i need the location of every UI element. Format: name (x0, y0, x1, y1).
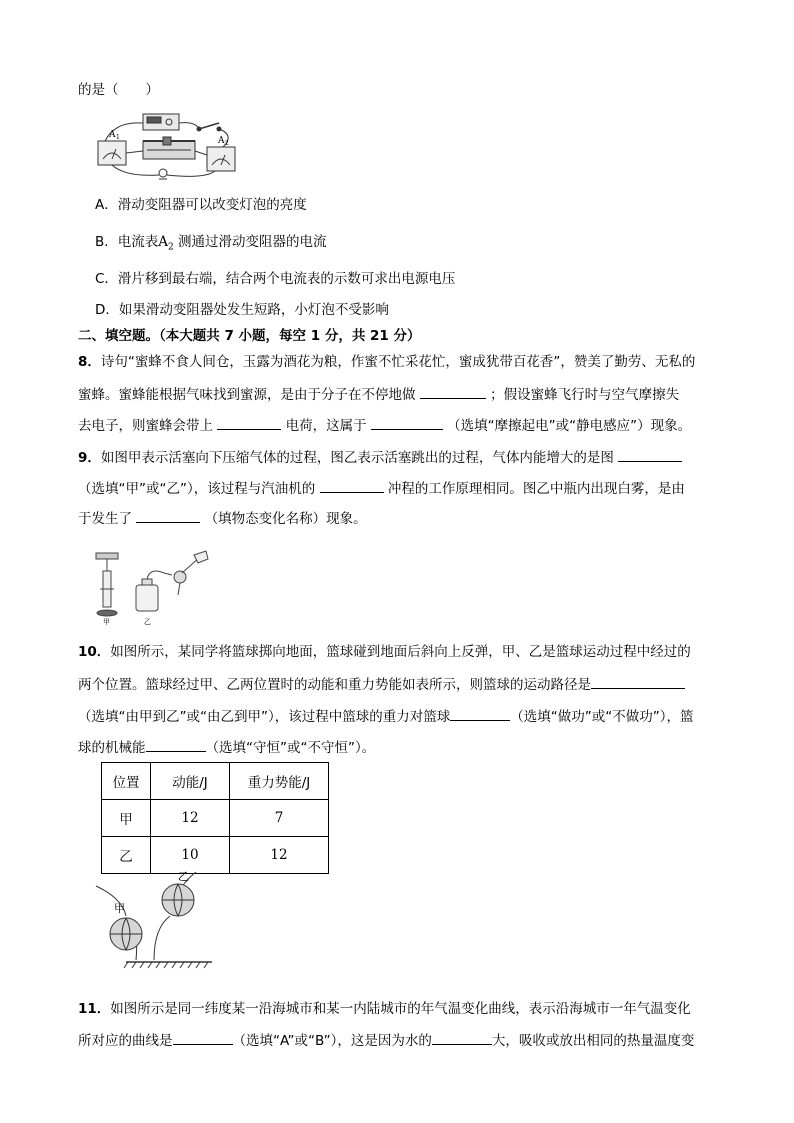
q8-text-3b: 电荷，这属于 (281, 418, 371, 434)
table-cell: 7 (230, 800, 329, 837)
q8-line-2 (78, 384, 679, 405)
q10-line-3 (78, 706, 693, 727)
q11-text-2b: （选填“A”或“B”），这是因为水的 (232, 1033, 432, 1049)
q9-blank-2[interactable] (320, 478, 384, 493)
q7-option-b-symbol: A (158, 234, 169, 250)
q10-line-4 (78, 737, 375, 758)
table-cell: 乙 (102, 837, 151, 874)
q8-text-3a: 去电子，则蜜蜂会带上 (78, 418, 218, 434)
q8-line-1 (78, 352, 695, 372)
q9-text-2a: （选填“甲”或“乙”），该过程与汽油机的 (78, 481, 320, 497)
q10-line-1 (78, 642, 691, 662)
table-row (102, 800, 329, 837)
q8-text-2a: 蜜蜂。蜜蜂能根据气味找到蜜源，是由于分子在不停地做 (78, 387, 420, 403)
q10-text-2a: 两个位置。篮球经过甲、乙两位置时的动能和重力势能如表所示，则篮球的运动路径是 (78, 677, 591, 693)
q10-text-3a: （选填“由甲到乙”或“由乙到甲”），该过程中篮球的重力对篮球 (78, 709, 451, 725)
q7-option-c: C．滑片移到最右端，结合两个电流表的示数可求出电源电压 (95, 271, 456, 287)
q7-stem-tail: 的是（ ） (78, 82, 159, 98)
q8-text-3c: （选填“摩擦起电”或“静电感应”）现象。 (442, 418, 692, 434)
q7-option-a: A．滑动变阻器可以改变灯泡的亮度 (95, 197, 307, 213)
q11-blank-1[interactable] (173, 1030, 233, 1045)
q9-fig-label-yi: 乙 (144, 618, 151, 626)
q10-text-3b: （选填“做功”或“不做功”），篮 (510, 709, 694, 725)
q9-text-2b: 冲程的工作原理相同。图乙中瓶内出现白雾，是由 (383, 481, 685, 497)
q8-blank-2[interactable] (217, 415, 281, 430)
a1-label: A (109, 130, 116, 140)
q10-fig-label-jia: 甲 (114, 902, 125, 915)
q9-blank-1[interactable] (618, 447, 682, 462)
q8-number: 8． (78, 354, 101, 370)
q10-blank-2[interactable] (450, 706, 510, 721)
q7-option-d: D．如果滑动变阻器处发生短路，小灯泡不受影响 (95, 302, 389, 318)
q9-text-3b: （填物态变化名称）现象。 (200, 511, 367, 527)
q9-number: 9． (78, 450, 101, 466)
section-2-title: 二、填空题。（本大题共 7 小题，每空 1 分，共 21 分） (78, 328, 421, 344)
a1-sub: 1 (116, 134, 120, 141)
q9-line-3 (78, 508, 367, 529)
q11-text-1: 如图所示是同一纬度某一沿海城市和某一内陆城市的年气温变化曲线，表示沿海城市一年气温变化 (110, 1001, 691, 1017)
q9-blank-3[interactable] (136, 508, 200, 523)
q8-line-3 (78, 415, 691, 436)
q11-number: 11． (78, 1001, 111, 1017)
q11-text-2a: 所对应的曲线是 (78, 1033, 173, 1049)
table-cell: 12 (151, 800, 230, 837)
q10-fig-label-yi: 乙 (178, 870, 189, 883)
q7-option-b-pre: B．电流表 (95, 234, 159, 250)
table-cell: 10 (151, 837, 230, 874)
q8-text-2b: ；假设蜜蜂飞行时与空气摩擦失 (485, 387, 680, 403)
q7-option-b (95, 232, 327, 258)
q11-text-2c: 大，吸收或放出相同的热量温度变 (491, 1033, 695, 1049)
a2-label: A (218, 136, 225, 146)
table-cell: 甲 (102, 800, 151, 837)
q10-energy-table (101, 762, 329, 874)
table-header-row (102, 763, 329, 800)
q11-line-2 (78, 1030, 694, 1051)
q10-text-4a: 球的机械能 (78, 740, 146, 756)
table-header-cell: 重力势能/J (230, 763, 329, 800)
q9-text-1a: 如图甲表示活塞向下压缩气体的过程，图乙表示活塞跳出的过程，气体内能增大的是图 (100, 450, 619, 466)
q9-text-3a: 于发生了 (78, 511, 137, 527)
q9-line-1 (78, 447, 682, 468)
q8-text-1: 诗句“蜜蜂不食人间仓，玉露为酒花为粮，作蜜不忙采花忙，蜜成犹带百花香”，赞美了勤劳、无私的 (100, 354, 696, 370)
q7-circuit-figure (95, 111, 245, 183)
q10-text-1: 如图所示，某同学将篮球掷向地面，篮球碰到地面后斜向上反弹，甲、乙是篮球运动过程中经过的 (110, 644, 691, 660)
q10-basketball-figure (92, 868, 222, 983)
table-cell: 12 (230, 837, 329, 874)
q9-line-2 (78, 478, 685, 499)
q7-option-b-post: 测通过滑动变阻器的电流 (173, 234, 327, 250)
q7-option-b-subscript: 2 (168, 242, 174, 253)
q10-line-2 (78, 674, 685, 695)
q10-blank-3[interactable] (146, 737, 206, 752)
a2-sub: 2 (225, 140, 229, 147)
q8-blank-3[interactable] (371, 415, 443, 430)
table-header-cell: 动能/J (151, 763, 230, 800)
q11-line-1 (78, 999, 691, 1019)
q9-fig-label-jia: 甲 (103, 618, 110, 626)
q11-blank-2[interactable] (432, 1030, 492, 1045)
q8-blank-1[interactable] (420, 384, 486, 399)
q9-figure (90, 545, 220, 627)
table-header-cell: 位置 (102, 763, 151, 800)
q10-number: 10． (78, 644, 111, 660)
q10-text-4b: （选填“守恒”或“不守恒”）。 (205, 740, 376, 756)
q10-blank-1[interactable] (591, 674, 685, 689)
